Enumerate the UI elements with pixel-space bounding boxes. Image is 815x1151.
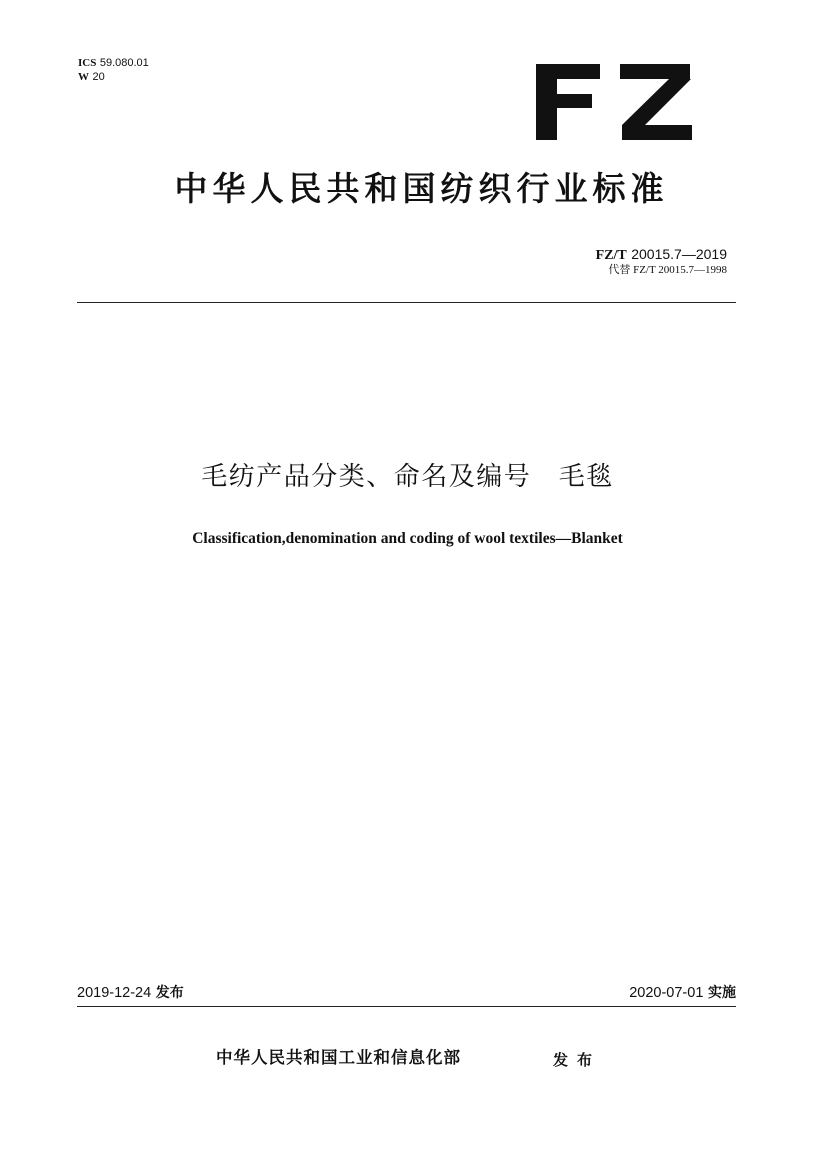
replaces-standard <box>608 263 727 277</box>
issue-date <box>77 984 184 1002</box>
w-line <box>78 70 149 84</box>
replaces-label: 代替 <box>608 263 631 276</box>
standard-number-value: 20015.7—2019 <box>631 246 727 262</box>
issue-word: 发布 <box>553 1051 602 1069</box>
effective-date-value: 2020-07-01 <box>629 985 704 1001</box>
effective-date-label: 实施 <box>708 985 736 1001</box>
standard-number-prefix: FZ/T <box>595 248 627 263</box>
w-label: W <box>78 71 89 83</box>
ics-label: ICS <box>78 57 97 69</box>
w-code: 20 <box>92 71 105 83</box>
ics-code: 59.080.01 <box>99 57 149 69</box>
standard-category-title: 中华人民共和国纺织行业标准 <box>174 169 669 208</box>
issuing-authority: 中华人民共和国工业和信息化部 <box>216 1048 461 1067</box>
ics-line <box>78 56 149 70</box>
standard-number <box>596 246 727 264</box>
issue-date-label: 发布 <box>155 985 184 1001</box>
issue-date-value: 2019-12-24 <box>77 985 152 1001</box>
document-title-chinese: 毛纺产品分类、命名及编号 毛毯 <box>201 462 614 492</box>
replaces-code: FZ/T 20015.7—1998 <box>633 264 727 276</box>
classification-codes <box>78 56 149 84</box>
document-title-english: Classification,denomination and coding of wool textiles—Blanket <box>192 530 623 547</box>
bottom-divider <box>77 1006 736 1007</box>
top-divider <box>77 302 736 303</box>
fz-logo <box>536 64 692 140</box>
effective-date <box>629 984 736 1002</box>
